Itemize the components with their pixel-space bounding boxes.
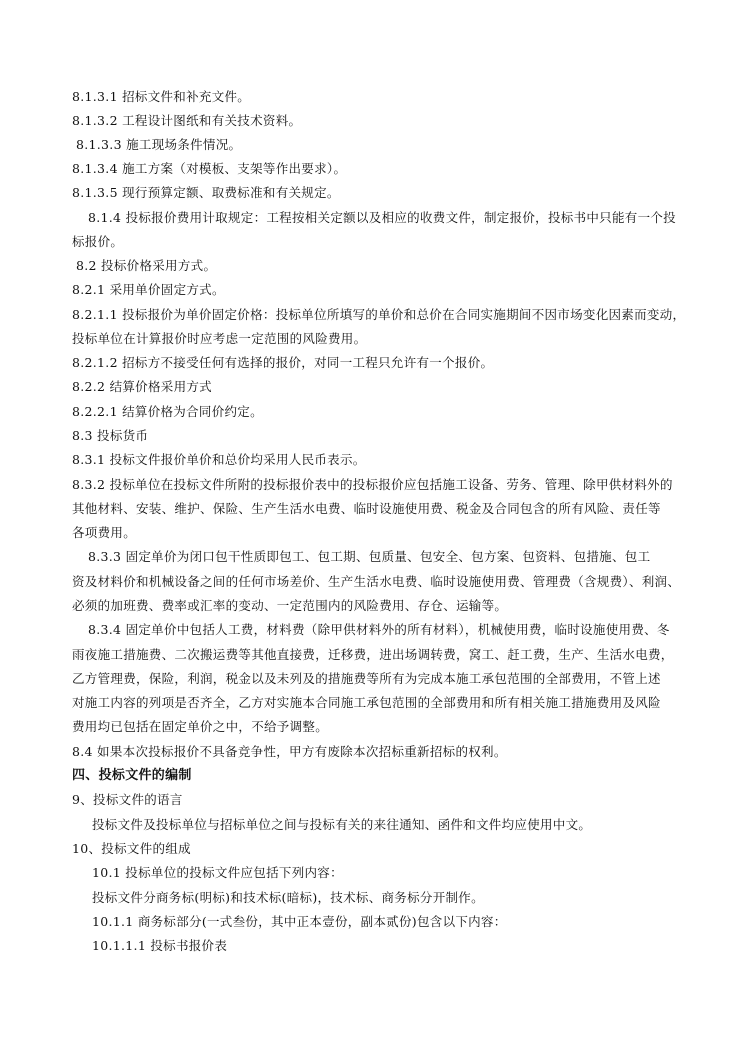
clause-8-1-3-4: 8.1.3.4 施工方案（对模板、支架等作出要求）。 xyxy=(72,161,347,176)
clause-8-3-4-cont-1: 雨夜施工措施费、二次搬运费等其他直接费，迁移费，进出场调转费，窝工、赶工费，生产、生活水电费， xyxy=(72,647,674,662)
clause-8-1-3-3: 8.1.3.3 施工现场条件情况。 xyxy=(76,137,242,152)
clause-8-2-2-1: 8.2.2.1 结算价格为合同价约定。 xyxy=(72,404,263,419)
clause-10-1-desc: 投标文件分商务标(明标)和技术标(暗标)，技术标、商务标分开制作。 xyxy=(92,890,484,905)
clause-10-1-1: 10.1.1 商务标部分(一式叁份，其中正本壹份，副本贰份)包含以下内容： xyxy=(92,914,507,929)
clause-10-1: 10.1 投标单位的投标文件应包括下列内容： xyxy=(92,865,343,880)
clause-8-3-2-cont-2: 各项费用。 xyxy=(72,525,137,540)
item-9-body: 投标文件及投标单位与招标单位之间与投标有关的来往通知、函件和文件均应使用中文。 xyxy=(92,817,592,832)
clause-8-3: 8.3 投标货币 xyxy=(72,428,149,443)
clause-8-1-3-2: 8.1.3.2 工程设计图纸和有关技术资料。 xyxy=(72,113,302,128)
clause-8-1-4-cont: 标报价。 xyxy=(72,234,124,249)
clause-8-3-4: 8.3.4 固定单价中包括人工费，材料费（除甲供材料外的所有材料），机械使用费，临时设施使用费、冬 xyxy=(88,622,670,637)
clause-8-2-1-2: 8.2.1.2 招标方不接受任何有选择的报价，对同一工程只允许有一个报价。 xyxy=(72,355,494,370)
clause-8-2-1-1-cont: 投标单位在计算报价时应考虑一定范围的风险费用。 xyxy=(72,331,367,346)
clause-8-1-3-5: 8.1.3.5 现行预算定额、取费标准和有关规定。 xyxy=(72,185,340,200)
clause-10-1-1-1: 10.1.1.1 投标书报价表 xyxy=(92,938,228,953)
clause-8-2-1-1: 8.2.1.1 投标报价为单价固定价格：投标单位所填写的单价和总价在合同实施期间不因市场变化因素而变动， xyxy=(72,307,686,322)
clause-8-2: 8.2 投标价格采用方式。 xyxy=(76,258,217,273)
clause-8-3-3-cont-1: 资及材料价和机械设备之间的任何市场差价、生产生活水电费、临时设施使用费、管理费（含规费）、利润、 xyxy=(72,574,681,589)
clause-8-3-4-cont-4: 费用均已包括在固定单价之中，不给予调整。 xyxy=(72,719,329,734)
clause-8-1-3-1: 8.1.3.1 招标文件和补充文件。 xyxy=(72,89,251,104)
clause-8-3-2-cont-1: 其他材料、安装、维护、保险、生产生活水电费、临时设施使用费、税金及合同包含的所有风险、责任等 xyxy=(72,501,661,516)
item-9-title: 9、投标文件的语言 xyxy=(72,792,183,807)
clause-8-1-4: 8.1.4 投标报价费用计取规定：工程按相关定额以及相应的收费文件，制定报价，投标书中只能有一个投 xyxy=(88,210,676,225)
clause-8-4: 8.4 如果本次投标报价不具备竞争性，甲方有废除本次招标重新招标的权利。 xyxy=(72,744,507,759)
item-10-title: 10、投标文件的组成 xyxy=(72,841,191,856)
clause-8-3-1: 8.3.1 投标文件报价单价和总价均采用人民币表示。 xyxy=(72,452,366,467)
clause-8-3-4-cont-2: 乙方管理费，保险，利润，税金以及未列及的措施费等所有为完成本施工承包范围的全部费用，不管上述 xyxy=(72,671,661,686)
clause-8-3-2: 8.3.2 投标单位在投标文件所附的投标报价表中的投标报价应包括施工设备、劳务、管理、除甲供材料外的 xyxy=(72,477,673,492)
section-heading: 四、投标文件的编制 xyxy=(72,768,192,783)
clause-8-2-1: 8.2.1 采用单价固定方式。 xyxy=(72,282,225,297)
clause-8-3-4-cont-3: 对施工内容的列项是否齐全，乙方对实施本合同施工承包范围的全部费用和所有相关施工措施费用及风险 xyxy=(72,695,661,710)
clause-8-3-3: 8.3.3 固定单价为闭口包干性质即包工、包工期、包质量、包安全、包方案、包资料、包措施、包工 xyxy=(88,549,651,564)
clause-8-2-2: 8.2.2 结算价格采用方式 xyxy=(72,379,212,394)
clause-8-3-3-cont-2: 必须的加班费、费率或汇率的变动、一定范围内的风险费用、存仓、运输等。 xyxy=(72,598,508,613)
